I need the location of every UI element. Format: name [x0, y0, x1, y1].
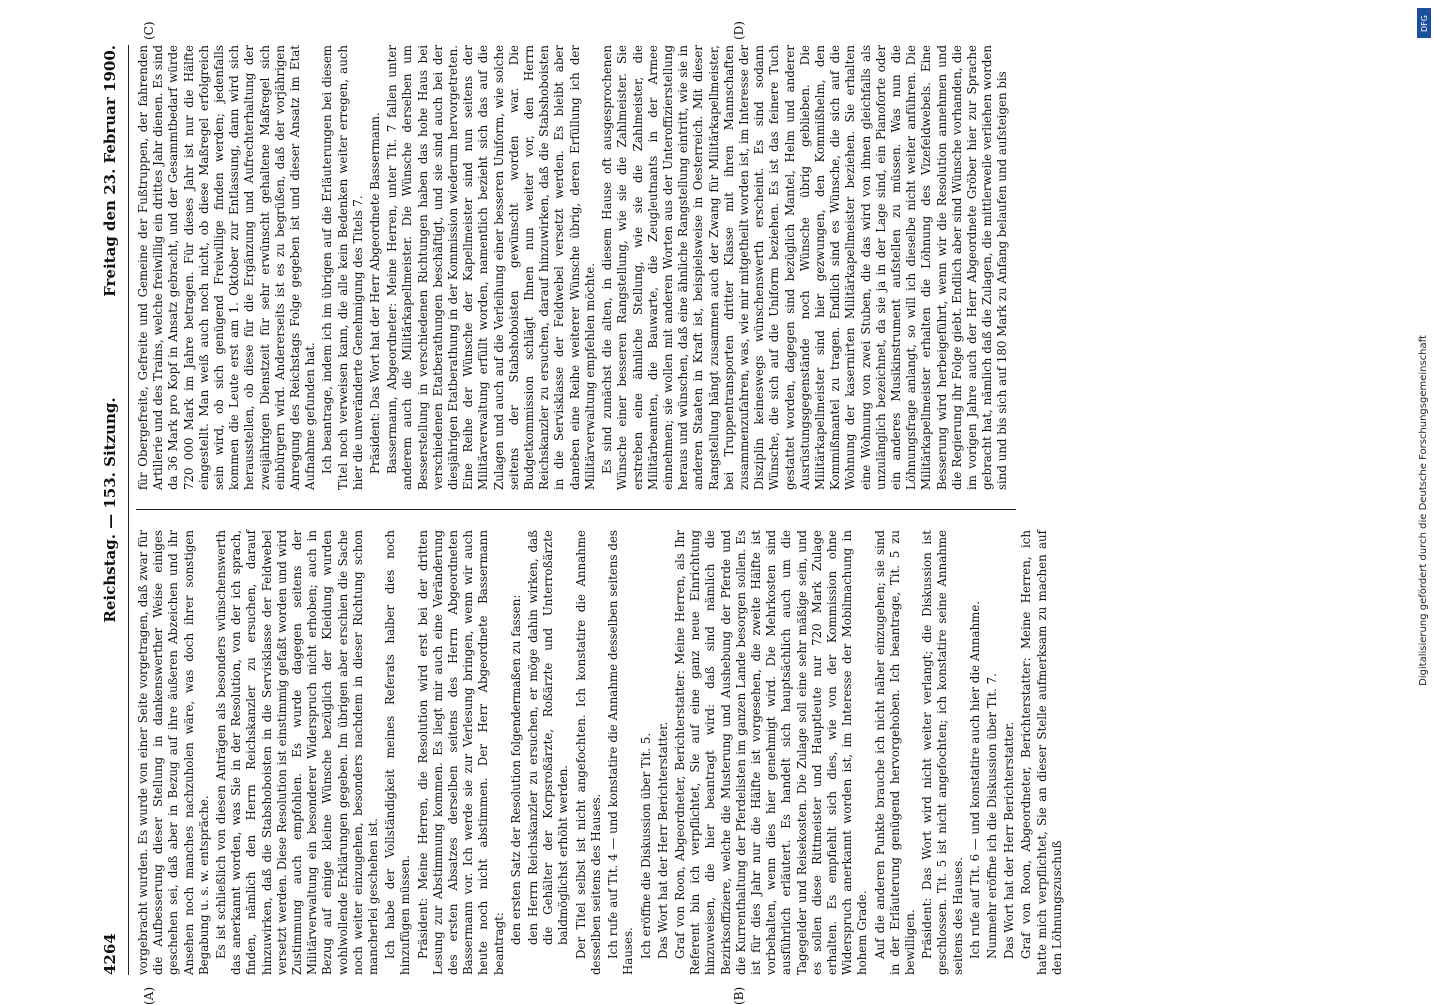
margin-mark-d: (D) — [732, 21, 746, 40]
page-number: 4264 — [101, 933, 119, 975]
paragraph: Das Wort hat der Herr Berichterstatter. — [1002, 721, 1017, 959]
session-title: Reichstag. — 153. Sitzung. — [101, 397, 119, 623]
paragraph: Das Wort hat der Herr Berichterstatter. — [655, 721, 670, 959]
paragraph: vorgebracht wurden. Es wurde von einer Seite vorgetragen, daß zwar für die Aufbesserung dieser Stellung in dankenswerther Weise einiges geschehen sei, daß aber in Bezug auf ihre äußeren Abzeichen und ihr Ansehen noch manches nachzuholen wäre, was doch ihrer sonstigen Begabung u. s. w. entspräche. — [136, 530, 211, 975]
margin-mark-a: (A) — [142, 986, 156, 1005]
paragraph: Ich beantrage, indem ich im übrigen auf die Erläuterungen bei diesem Titel noch verweisen kann, die alle kein Bedenken weiter erregen, auch hier die unveränderte Genehmigung des Titels 7. — [320, 45, 365, 490]
paragraph: Präsident: Das Wort wird nicht weiter verlangt; die Diskussion ist geschlossen. Tit. 5 ist nicht angefochten; ich konstatire seine Annahme seitens des Hauses. — [920, 530, 965, 975]
margin-mark-b: (B) — [732, 986, 746, 1005]
paragraph: Ich rufe auf Tit. 6 — und konstatire auch hier die Annahme. — [967, 600, 982, 959]
paragraph: Ich habe der Vollständigkeit meines Referats halber dies noch hinzufügen müssen. — [383, 530, 413, 975]
margin-mark-c: (C) — [142, 21, 156, 40]
page-header — [92, 45, 129, 975]
paragraph: Ich rufe auf Tit. 4 — und konstatire die Annahme desselben seitens des Hauses. — [606, 530, 636, 975]
paragraph: Nunmehr eröffne ich die Diskussion über Tit. 7. — [984, 673, 999, 959]
paragraph: den Herrn Reichskanzler zu ersuchen, er möge dahin wirken, daß die Gehälter der Korpsroßärzte, Roßärzte und Unterroßärzte baldmöglichst erhöht werden. — [526, 530, 571, 945]
paragraph: den ersten Satz der Resolution folgendermaßen zu fassen: — [508, 594, 523, 945]
paragraph: Auf die anderen Punkte brauche ich nicht näher einzugehen; sie sind in der Erläuterung genügend hervorgehoben. Ich beantrage, Tit. 5 zu bewilligen. — [872, 530, 917, 975]
paragraph: Präsident: Das Wort hat der Herr Abgeordnete Bassermann. — [368, 112, 383, 474]
paragraph: Präsident: Meine Herren, die Resolution wird erst bei der dritten Lesung zur Abstimmung kommen. Es liegt mir auch eine Veränderung des ersten Absatzes derselben seitens des Herrn Abgeordneten Bassermann vor. Ich werde sie zur Verlesung bringen, wenn wir auch heute noch nicht abstimmen. Der Herr Abgeordnete Bassermann beantragt: — [415, 530, 506, 975]
paragraph: Bassermann, Abgeordneter: Meine Herren, unter Tit. 7 fallen unter anderem auch die Militärkapellmeister. Die Wünsche derselben um Besserstellung in verschiedenen Richtungen haben das hohe Haus bei verschiedenen Etatberathungen beschäftigt, und sie sind auch bei der diesjährigen Etatberathung in der Kommission wiederum hervorgetreten. Eine Reihe der Wünsche der Kapellmeister sind nun seitens der Militärverwaltung erfüllt worden, namentlich bezieht sich das auf die Zulagen und auch auf die Verleihung einer besseren Uniform, wie solche seitens der Stabshoboisten gewünscht worden war. Die Budgetkommission schlägt Ihnen nun weiter vor, den Herrn Reichskanzler zu ersuchen, darauf hinzuwirken, daß die Stabshoboisten in die Servisklasse der Feldwebel versetzt werden. Es bleibt aber daneben eine Reihe weiterer Wünsche übrig, deren Erfüllung ich der Militärverwaltung empfehlen möchte. — [385, 45, 597, 490]
paragraph: Der Titel selbst ist nicht angefochten. Ich konstatire die Annahme desselben seitens des Hauses. — [573, 530, 603, 975]
paragraph: Es ist schließlich von diesen Anträgen als besonders wünschenswerth das anerkannt worden, was Sie in der Resolution, von der ich sprach, finden, nämlich den Herrn Reichskanzler zu ersuchen, darauf hinzuwirken, daß die Stabshoboisten in die Servisklasse der Feldwebel versetzt werden. Diese Resolution ist einstimmig gefaßt worden und wird Zustimmung auch empfohlen. Es wurde dagegen seitens der Militärverwaltung ein besonderer Widerspruch nicht erhoben; auch in Bezug auf einige kleine Wünsche bezüglich der Kleidung wurden wohlwollende Erklärungen gegeben. Im übrigen aber erschien die Sache noch weiter einzugehen, besonders nachdem in dieser Richtung schon mancherlei geschehen ist. — [214, 530, 381, 975]
paragraph: Ich eröffne die Diskussion über Tit. 5. — [638, 732, 653, 959]
paragraph: Graf von Roon, Abgeordneter, Berichterstatter: Meine Herren, als Ihr Referent bin ich verpflichtet, Sie auf eine ganz neue Einrichtung hinzuweisen, die hier beantragt wird: daß sind nämlich die Bezirksoffiziere, welche die Musterung und Aushebung der Pferde und die Kurrenthaltung der Pferdelisten im ganzen Lande besorgen sollen. Es ist für dies Jahr nur die Hälfte ist vorgesehen, die zweite Hälfte ist vorbehalten, wenn dies hier genehmigt wird. Die Mehrkosten sind ausführlich erläutert. Es handelt sich hauptsächlich auch um die Tagegelder und Reisekosten. Die Zulage soll eine sehr mäßige sein, und es sollen diese Rittmeister und Hauptleute nur 720 Mark Zulage erhalten. Es empfiehlt sich dies, wie von der Kommission ohne Widerspruch anerkannt worden ist, im Interesse der Mobilmachung in hohem Grade. — [672, 530, 870, 975]
paragraph: Es sind zunächst die alten, in diesem Hause oft ausgesprochenen Wünsche einer besseren Rangstellung, wie sie die Zahlmeister. Sie erstreben eine ähnliche Stellung, wie sie die Zahlmeister, die Militärbeamten, die Bauwarte, die Zeugleutnants in der Armee einnehmen; sie wollen mit anderen Worten aus der Unteroffizierstellung heraus und wünschen, daß eine ähnliche Rangstellung eintritt, wie sie in anderen Staaten in Kraft ist, beispielsweise in Oesterreich. Mit dieser Rangstellung hängt zusammen auch der Zwang für Militärkapellmeister, bei Truppentransporten dritter Klasse mit ihren Mannschaften zusammenzufahren, was, wie mir mitgetheilt worden ist, im Interesse der Disziplin keineswegs wünschenswerth erscheint. Es sind sodann Wünsche, die sich auf die Uniform beziehen. Es ist das feinere Tuch gestattet worden, dagegen sind bezüglich Mantel, Helm und anderer Ausrüstungsgegenstände noch Wünsche übrig geblieben. Die Militärkapellmeister sind hier gezwungen, den Kommißhelm, den Kommißmantel zu tragen. Endlich sind es Wünsche, die sich auf die Wohnung der kasernirten Militärkapellmeister beziehen. Sie erhalten eine Wohnung von zwei Stuben, die das wird von ihnen gleichfalls als unzulänglich bezeichnet, da sie ja in der Lage sind, ein Pianoforte oder ein anderes Musikinstrument aufstellen zu müssen. Was nun die Löhnungsfrage anlangt, so will ich dieselbe nicht weiter anführen. Die Militärkapellmeister erhalten die Löhnung des Vizefeldwebels. Eine Besserung wird herbeigeführt, wenn wir die Resolution annehmen und die Regierung ihr Folge giebt. Endlich aber sind Wünsche vorhanden, die im vorigen Jahre auch der Herr Abgeordnete Gröber hier zur Sprache gebracht hat, nämlich daß die Zulagen, die mittlerweile verliehen worden sind und bis sich auf 180 Mark zu Anfang belaufen und aufsteigen bis — [600, 45, 1010, 490]
paragraph: für Obergefreite, Gefreite und Gemeine der Fußtruppen, der fahrenden Artillerie und des Trains, welche freiwillig ein drittes Jahr dienen. Es sind da 36 Mark pro Kopf in Ansatz gebracht, und der Gesammtbedarf würde 720 000 Mark im Jahre betragen. Für dieses Jahr ist nur die Hälfte eingestellt. Man weiß auch noch nicht, ob diese Maßregel erfolgreich sein wird, ob sich genügend Freiwillige finden werden; jedenfalls kommen die Leute erst am 1. Oktober zur Entlassung, dann wird sich herausstellen, ob diese für die Ergänzung und Aufrechterhaltung der zweijährigen Dienstzeit für sehr erwünscht gehaltene Maßregel sich einbürgern wird. Andererseits ist es zu begrüßen, daß der vorjährigen Anregung des Reichstags Folge gegeben ist und dieser Ansatz im Etat Aufnahme gefunden hat. — [136, 45, 318, 490]
paragraph: Graf von Roon, Abgeordneter, Berichterstatter: Meine Herren, ich hatte mich verpflichtet, Sie an dieser Stelle aufmerksam zu machen auf den Löhnungszuschuß — [1019, 530, 1064, 975]
digitization-note: Digitalisierung gefördert durch die Deutsche Forschungsgemeinschaft — [1417, 334, 1429, 686]
left-column — [136, 530, 1067, 975]
session-date: Freitag den 23. Februar 1900. — [101, 45, 119, 297]
right-column — [136, 45, 1013, 490]
dfg-logo: DFG — [1417, 8, 1431, 38]
rotated-page — [92, 21, 1422, 1005]
column-divider — [136, 509, 1016, 510]
